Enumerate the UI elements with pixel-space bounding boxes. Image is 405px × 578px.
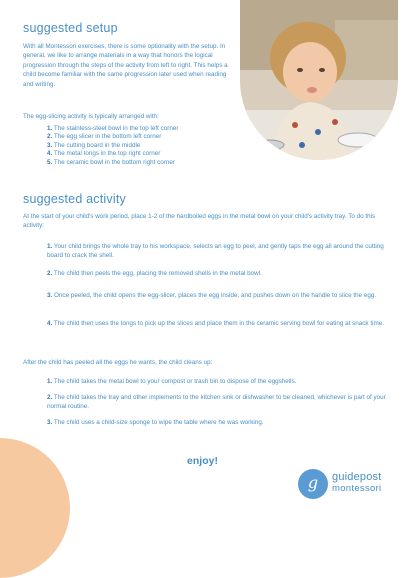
setup-intro: With all Montessori exercises, there is some optionality with the setup. In general, we like to arrange materials in a way that honors the logical progression through the steps of the activity from left to right. This helps a child become familiar with the same progression later used when reading and writing. (23, 43, 228, 88)
cleanup-step: 1. The child takes the metal bowl to your compost or trash bin to dispose of the eggshells. (47, 378, 297, 385)
list-item: 4. The metal tongs in the top right corner (47, 150, 161, 158)
activity-step: 3. Once peeled, the child opens the egg-slicer, places the egg inside, and pushes down on the handle to slice the egg. (47, 292, 377, 299)
cleanup-lead: After the child has peeled all the eggs he wants, the child cleans up: (23, 359, 213, 366)
cleanup-step: 3. The child uses a child-size sponge to wipe the table where he was working. (47, 419, 264, 426)
cleanup-step: 2. The child takes the tray and other implements to the kitchen sink or dishwasher to be cleaned, whichever is part of your normal routine. (47, 394, 386, 411)
setup-heading: suggested setup (23, 21, 118, 35)
activity-step: 1. Your child brings the whole tray to his workspace, selects an egg to peel, and gently taps the egg all around the cutting board to crack the shell. (47, 243, 384, 260)
list-item: 1. The stainless-steel bowl in the top left corner (47, 125, 179, 132)
closing-text: enjoy! (187, 455, 218, 467)
logo-name: guidepost (332, 471, 382, 483)
setup-list (47, 125, 327, 167)
activity-intro: At the start of your child's work period, place 1-2 of the hardboiled eggs in the metal bowl on your child's activity tray. To do this activity: (23, 213, 376, 230)
activity-step: 2. The child then peels the egg, placing the removed shells in the metal bowl. (47, 270, 262, 277)
list-item: 5. The ceramic bowl in the bottom right corner (47, 158, 175, 166)
setup-lead: The egg-slicing activity is typically arranged with: (23, 113, 159, 120)
activity-step: 4. The child then uses the tongs to pick up the slices and place them in the ceramic serving bowl for eating at snack time. (47, 320, 384, 327)
list-item: 3. The cutting board in the middle (47, 141, 141, 149)
activity-heading: suggested activity (23, 192, 126, 206)
list-item: 2. The egg slicer in the bottom left corner (47, 133, 162, 141)
logo-mark-icon: g (298, 469, 328, 499)
logo-subname: montessori (332, 483, 382, 494)
